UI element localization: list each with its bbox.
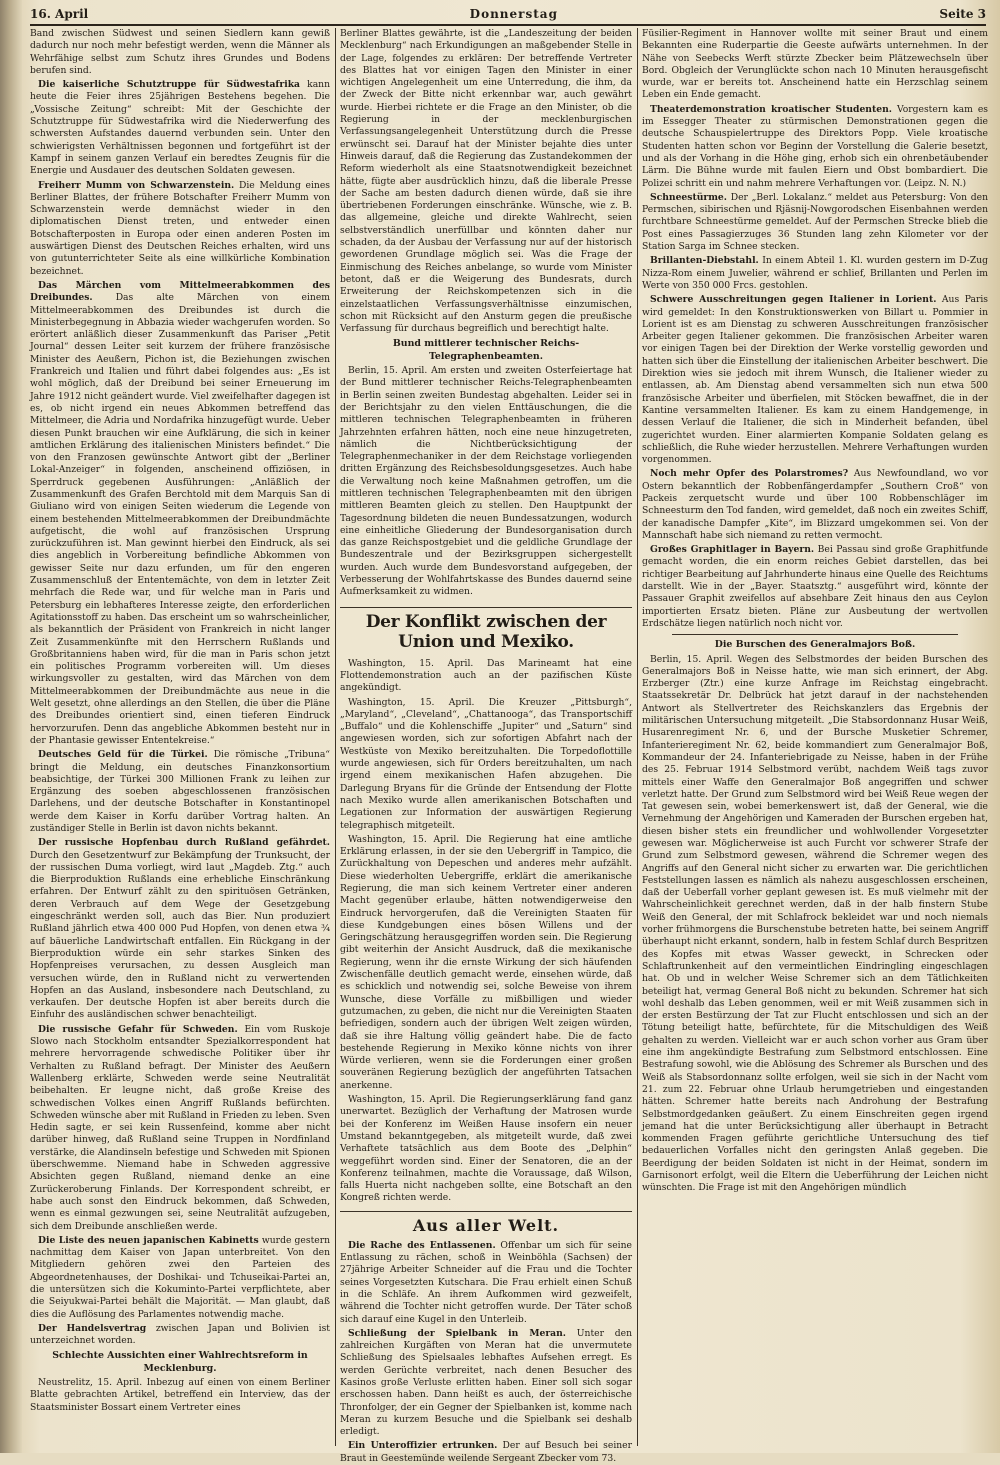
article-heading: Schneestürme. <box>650 191 727 203</box>
article-heading: Schließung der Spielbank in Meran. <box>348 1327 567 1339</box>
article-hopfenbau <box>30 837 330 1021</box>
article-heading: Großes Graphitlager in Bayern. <box>650 544 815 556</box>
article-body: Bei Passau sind große Graphitfunde gemacht worden, die ein enorm reiches Gebiet darstellen, das bei richtiger Bearbeitung auf Jahrhunderte hinaus eine Quelle des Reichtums darstellt. Wie in der „Bayer. Staatsztg.“ ausgeführt wird, könnte der Passauer Graphit zweifellos auf absehbare Zeit hinaus den aus Ceylon importierten Ersatz bieten. Pläne zur Ausbeutung der wertvollen Erdschätze liegen natürlich noch nicht vor. <box>642 544 989 629</box>
header-date: 16. April <box>30 7 89 21</box>
column-divider <box>637 28 638 1446</box>
article-body: Der auf Besuch bei seiner Braut in Geestemünde weilende Sergeant Zbecker vom 73. <box>340 1440 633 1464</box>
article-heading: Theaterdemonstration kroatischer Studenten. <box>650 103 892 115</box>
column-3 <box>642 28 988 1446</box>
article-burschen: Berlin, 15. April. Wegen des Selbstmordes der beiden Burschen des Generalmajors Boß in Neisse hatte, wie man sich erinnert, der Abg. Erzberger (Ztr.) eine kurze Anfrage im Reichstag eingebracht. Staatssekretär Dr. Delbrück hat jetzt darauf in der nachstehenden Antwort als Stellvertreter des Reichskanzlers das Ergebnis der militärischen Untersuchung mitgeteilt. „Die Stabsordonnanz Husar Weiß, Husarenregiment Nr. 6, und der Bursche Musketier Schremer, Infanterieregiment Nr. 62, beide kommandiert zum Generalmajor Boß, Kommandeur der 24. Infanteriebrigade zu Neisse, haben in der Frühe des 25. Februar 1914 Selbstmord verübt, nachdem Weiß tags zuvor mittels einer Waffe den Generalmajor Boß angegriffen und schwer verletzt hatte. Der Grund zum Selbstmord wird bei Weiß Reue wegen der Tat gewesen sein, wobei bemerkenswert ist, daß der General, wie die Vernehmung der Angehörigen und Kameraden der Burschen ergeben hat, diesen bisher stets ein freundlicher und wohlwollender Vorgesetzter gewesen war. Möglicherweise ist auch Furcht vor schwerer Strafe der Grund zum Selbstmord gewesen, während die Schremer wegen des Angriffs auf den General nicht sicher zu erwarten war. Die gerichtlichen Feststellungen lassen es nämlich als nahezu ausgeschlossen erscheinen, daß der Ueberfall vorher geplant gewesen ist. Es muß vielmehr mit der Wahrscheinlichkeit gerechnet werden, daß in der halb finstern Stube Weiß den General, der mit Schlafrock bekleidet war und noch niemals vorher frühmorgens die Burschenstube betreten hatte, bei seinem Angriff überhaupt nicht erkannt, sondern, halb in festem Schlaf durch Bespritzen des Kopfes mit etwas Wasser geweckt, in Schrecken oder Schlaftrunkenheit auf den vermeintlichen Eindringling eingeschlagen hat. Ob und in welcher Weise Schremer sich an dem Tätlichkeiten beteiligt hat, vermag General Boß nicht zu bekunden. Schremer hat sich wohl deshalb das Leben genommen, weil er mit Weiß zusammen sich in der ersten Bestürzung der Tat zur Flucht entschlossen und sich an der Tötung beteiligt hatte, befürchtete, für die Mitschuldigen des Weiß gehalten zu werden. Vielleicht war er auch schon vorher aus Gram über eine ihm angekündigte Bestrafung zum Selbstmord entschlossen. Eine Bestrafung sowohl, wie die Ablösung des Schremer als Burschen und des Weiß als Stabsordonnanz sollte erfolgen, weil sie sich in der Nacht vom 21. zum 22. Februar ohne Urlaub herumgetrieben und eingestanden hätten. Schremer hatte bereits nach Androhung der Bestrafung Selbstmordgedanken geäußert. Zu einem Einschreiten gegen irgend jemand hat die unter Berücksichtigung aller überhaupt in Betracht kommenden Fragen geführte gerichtliche Untersuchung des tief bedauerlichen Vorfalles nicht den geringsten Anlaß gegeben. Die Beerdigung der beiden Soldaten ist nicht in der Heimat, sondern im Garnisonort erfolgt, weil die Eltern die Ueberführung der Leichen nicht wünschten. Die Frage ist mit den Angehörigen mündlich <box>642 653 988 1194</box>
article-lorient <box>642 294 988 466</box>
article-body: kann heute die Feier ihres 25jährigen Bestehens begehen. Die „Vossische Zeitung“ schreibt: Mit der Geschichte der Schutztruppe für Südwestafrika wird die Niederwerfung des schwersten Aufstandes dauernd verbunden sein. Unter den schwierigsten Verhältnissen begonnen und fortgeführt ist der Kampf in seinem ganzen Verlauf ein beredtes Zeugnis für die Energie und Ausdauer des deutschen Soldaten gewesen. <box>30 79 331 177</box>
article-schweden <box>30 1024 330 1233</box>
article-heading-telegraphen: Bund mittlerer technischer Reichs-Telegraphenbeamten. <box>392 338 580 362</box>
dispatch-washington-2: Washington, 15. April. Die Kreuzer „Pittsburgh“, „Maryland“, „Cleveland“, „Chattanooga“, das Transportschiff „Buffalo“ und die Kohlenschiffe „Jupiter“ und „Saturn“ sind angewiesen worden, sich zur sofortigen Abfahrt nach der Westküste von Mexiko bereitzuhalten. Die Torpedoflottille wurde angewiesen, sich für Orders bereitzuhalten, um nach irgend einem mexikanischen Hafen abzugehen. Die Darlegung Bryans für die Gründe der Entsendung der Flotte nach Mexiko wurde allen amerikanischen Botschaften und Legationen zur Information der auswärtigen Regierung telegraphisch mitgeteilt. <box>340 696 632 831</box>
article-body: In einem Abteil 1. Kl. wurden gestern im D-Zug Nizza-Rom einem Juwelier, während er schlief, Brillanten und Perlen im Werte von 350 000 Frcs. gestohlen. <box>642 255 989 291</box>
article-heading: Der Handelsvertrag <box>38 1322 147 1334</box>
header-page-number: Seite 3 <box>939 7 986 21</box>
article-heading-mecklenburg: Schlechte Aussichten einer Wahlrechtsreform in Mecklenburg. <box>52 1350 308 1374</box>
article-body: zwischen Japan und Bolivien ist unterzeichnet worden. <box>30 1322 330 1347</box>
section-title-aus-aller-welt: Aus aller Welt. <box>340 1211 632 1236</box>
article-spielbank <box>340 1328 632 1439</box>
article-heading: Der russische Hopfenbau durch Rußland gefährdet. <box>38 837 330 849</box>
article-heading: Die Liste des neuen japanischen Kabinetts <box>38 1234 259 1246</box>
header-rule <box>30 24 986 26</box>
article-heading: Die russische Gefahr für Schweden. <box>38 1023 238 1035</box>
article-body: wurde gestern nachmittag dem Kaiser von Japan unterbreitet. Von den Mitgliedern gehören zwei den Parteien des Abgeordnetenhauses, der Doshikai- und Tchuseikai-Partei an, die untersützen sich die Kokuminto-Partei verpflichtete, aber die Seiyukwai-Partei behält die Majorität. — Man glaubt, daß dies die Auflösung des Parlamentes notwendig mache. <box>30 1234 331 1320</box>
article-japan <box>30 1235 330 1321</box>
article-dreibund <box>30 280 330 747</box>
article-heading: Schwere Ausschreitungen gegen Italiener in Lorient. <box>650 294 937 306</box>
article-heading: Die kaiserliche Schutztruppe für Südwestafrika <box>38 79 301 91</box>
article-body: Die römische „Tribuna“ bringt die Meldung, ein deutsches Finanzkonsortium beabsichtige, der Türkei 300 Millionen Frank zu leihen zur Ergänzung des soeben abgeschlossenen französischen Darlehens, und der deutsche Botschafter in Konstantinopel werde dem Kaiser in Korfu darüber Vortrag halten. An zuständiger Stelle in Berlin ist davon nichts bekannt. <box>30 749 330 834</box>
article-continuation: Band zwischen Südwest und seinen Siedlern kann gewiß dadurch nur noch mehr befestigt werden, wenn die Männer als Wehrfähige selbst zum Schutz ihres Grundes und Bodens berufen sind. <box>30 28 330 76</box>
article-heading: Deutsches Geld für die Türkei. <box>38 749 208 761</box>
article-heading-burschen: Die Burschen des Generalmajors Boß. <box>714 639 916 651</box>
article-schneestuerme <box>642 192 988 253</box>
article-polarstrom <box>642 468 988 542</box>
section-divider <box>672 634 958 635</box>
article-continuation: Füsilier-Regiment in Hannover wollte mit seiner Braut und einem Bekannten eine Ruderpartie die Geeste aufwärts unternehmen. In der Nähe von Seebecks Werft stürzte Zbecker beim Plätzewechseln über Bord. Obgleich der Verunglückte schon nach 10 Minuten herausgefischt wurde, war er bereits tot. Anscheinend hatte ein Herzschlag seinem Leben ein Ende gemacht. <box>642 28 988 101</box>
article-continuation: Berliner Blattes gewährte, ist die „Landeszeitung der beiden Mecklenburg“ nach Erkundigungen an maßgebender Stelle in der Lage, folgendes zu erklären: Der betreffende Vertreter des Blattes hat vor einigen Tagen den Minister in einer wichtigen Angelegenheit um eine Unterredung, die ihm, da der Zweck der Bitte nicht erkennbar war, auch gewährt wurde. Hierbei richtete er die Frage an den Minister, ob die Regierung in der mecklenburgischen Verfassungsangelegenheit Unterstützung durch die Presse erwünscht sei. Darauf hat der Minister bejahte dies unter Hinweis darauf, daß die Regierung das Zustandekommen der Reform wiederholt als eine Staatsnotwendigkeit bezeichnet hätte, fügte aber ausdrücklich hinzu, daß die liberale Presse der Sache am besten dadurch dienen würde, daß sie ihre übertriebenen Forderungen einschränke. Wünsche, wie z. B. das allgemeine, gleiche und direkte Wahlrecht, seien selbstverständlich unerfüllbar und könnten daher nur schaden, da der Ausbau der Verfassung nur auf der historisch gewordenen Grundlage möglich sei. Was die Frage der Einmischung des Reiches anbelange, so wurde vom Minister betont, daß er die Weigerung des Bundesrats, durch Erweiterung der Reichskompetenzen sich in die einzelstaatlichen Verfassungsverhältnisse einzumischen, schon mit Rücksicht auf den Ansturm gegen die preußische Verfassung für durchaus begreiflich und berechtigt halte. <box>340 28 632 335</box>
article-body: Der „Berl. Lokalanz.“ meldet aus Petersburg: Von den Permschen, sibirischen und Rjäsnij-Nowgorodschen Eisenbahnen werden furchtbare Schneestürme gemeldet. Auf der Permschen Strecke blieb die Post eines Passagierzuges 36 Stunden lang zehn Kilometer vor der Station Sarga im Schnee stecken. <box>642 191 988 253</box>
article-unteroffizier <box>340 1440 632 1465</box>
article-brillanten <box>642 255 988 292</box>
header-weekday: Donnerstag <box>469 7 558 21</box>
article-heading: Freiherr Mumm von Schwarzenstein. <box>38 179 235 191</box>
article-body: Offenbar um sich für seine Entlassung zu rächen, schoß in Weinböhla (Sachsen) der 27jährige Arbeiter Schneider auf die Frau und die Tochter seines Vorgesetzten Kutschara. Die Frau erhielt einen Schuß in die Schläfe. An ihrem Aufkommen wird gezweifelt, während die Tochter nicht getroffen wurde. Der Täter schoß sich darauf eine Kugel in den Unterleib. <box>340 1239 632 1325</box>
dispatch-washington-4: Washington, 15. April. Die Regierungserklärung fand ganz unerwartet. Bezüglich der Verhaftung der Matrosen wurde bei der Konferenz im Weißen Hause insofern ein neuer Umstand bekanntgegeben, als mitgeteilt wurde, daß zwei Verhaftete tatsächlich aus dem Boote des „Delphin“ weggeführt worden sind. Einer der Senatoren, die an der Konferenz teilnahmen, machte die Voraussage, daß Wilson, falls Huerta nicht nachgeben sollte, eine Botschaft an den Kongreß richten werde. <box>340 1094 632 1204</box>
column-1 <box>30 28 330 1446</box>
article-body: Durch den Gesetzentwurf zur Bekämpfung der Trunksucht, der der russischen Duma vorliegt, wird laut „Magdeb. Ztg.“ auch die Bierproduktion Rußlands eine erhebliche Einschränkung erfahren. Der Entwurf zählt zu den spirituösen Getränken, deren Verbrauch auf dem Wege der Gesetzgebung eingeschränkt werden soll, auch das Bier. Nun produziert Rußland jährlich etwa 400 000 Pud Hopfen, von denen etwa ¾ auf bäuerliche Landwirtschaft entfallen. Ein Rückgang in der Bierproduktion würde ein sehr starkes Sinken des Hopfenpreises verursachen, zu dessen Ausgleich man versuchen würde, den in Rußland nicht zu verwertenden Hopfen an das Ausland, insbesondere nach Deutschland, zu verkaufen. Der deutsche Hopfen ist aber bereits durch die Einfuhr des ausländischen schwer benachteiligt. <box>30 849 330 1021</box>
page-header <box>30 4 986 24</box>
article-tuerkei <box>30 749 330 835</box>
section-title-mexiko: Der Konflikt zwischen der Union und Mexiko. <box>340 607 632 652</box>
article-mecklenburg: Neustrelitz, 15. April. Inbezug auf einen von einem Berliner Blatte gebrachten Artikel, betreffend ein Interview, das der Staatsminister Bossart einem Vertreter eines <box>30 1377 330 1413</box>
article-telegraphen: Berlin, 15. April. Am ersten und zweiten Osterfeiertage hat der Bund mittlerer technischer Reichs-Telegraphenbeamten in Berlin seinen zweiten Bundestag abgehalten. Leider sei in der Berichtsjahr zu den vielen Enttäuschungen, die die mittleren technischen Telegraphenbeamten in früheren Jahrzehnten erfahren hätten, noch eine neue hinzugetreten, nämlich die Nichtberücksichtigung der Telegraphenmechaniker in der dem Reichstage vorliegenden dritten Ergänzung des Reichsbesoldungsgesetzes. Auch habe die Verwaltung noch keine Maßnahmen getroffen, um die mittleren technischen Telegraphenbeamten mit den übrigen mittleren Beamten gleich zu stellen. Den Hauptpunkt der Tagesordnung bildeten die neuen Bundessatzungen, wodurch eine einheitliche Gliederung der Bundesorganisation durch das ganze Reichspostgebiet und die geldliche Grundlage der Bundeszentrale und der Bezirksgruppen sichergestellt wurden. Auch wurde dem Bundesvorstand aufgegeben, der Verbesserung der Wohlfahrtskasse des Bundes dauernd seine Aufmerksamkeit zu widmen. <box>340 365 632 598</box>
article-body: Unter den zahlreichen Kurgäften von Meran hat die unvermutete Schließung des Spielsaales lebhaftes Aufsehen erregt. Es werden Gerüchte verbreitet, nach denen Besucher des Kasinos große Verluste erlitten haben. Einer soll sich sogar erschossen haben. Dann heißt es auch, der österreichische Thronfolger, der ein Gegner der Spielbanken ist, komme nach Meran zu kurzem Besuche und die Spielbank sei deshalb erledigt. <box>340 1327 632 1438</box>
article-body: Aus Paris wird gemeldet: In den Konstruktionswerken von Billart u. Pommier in Lorient ist es am Dienstag zu schweren Ausschreitungen französischer Arbeiter gegen Italiener gekommen. Die französischen Arbeiter waren vor einigen Tagen bei der Direktion der Werke vorstellig geworden und hatten sich über die Einstellung der italienischen Arbeiter beschwert. Die Direktion wies sie jedoch mit ihrem Wunsch, die Italiener wieder zu entlassen, ab. Am Dienstag abend versammelten sich nun etwa 500 französische Arbeiter und überfielen, mit Stöcken bewaffnet, die in der Kantine versammelten Italiener. Es kam zu einem Handgemenge, in dessen Verlauf die Italiener, die sich in Minderheit befanden, übel zugerichtet wurden. Einer alarmierten Kompanie Soldaten gelang es schließlich, die Ruhe wieder herzustellen. Mehrere Verhaftungen wurden vorgenommen. <box>642 294 988 466</box>
article-rache <box>340 1240 632 1326</box>
article-schutztruppe <box>30 79 330 177</box>
article-heading: Brillanten-Diebstahl. <box>650 255 759 267</box>
dispatch-washington-1: Washington, 15. April. Das Marineamt hat eine Flottendemonstration auch an der pazifischen Küste angekündigt. <box>340 657 632 694</box>
article-mumm <box>30 180 330 278</box>
article-body: Aus Newfoundland, wo vor Ostern bekanntlich der Robbenfängerdampfer „Southern Croß“ von Packeis zerquetscht wurde und über 100 Robbenschläger im Schneesturm den Tod fanden, wird gemeldet, daß noch ein zweites Schiff, der kanadische Dampfer „Kite“, im Blizzard umgekommen sei. Von der Mannschaft habe sich niemand zu retten vermocht. <box>642 468 988 541</box>
dispatch-washington-3: Washington, 15. April. Die Regierung hat eine amtliche Erklärung erlassen, in der sie den Uebergriff in Tampico, die Zurückhaltung von Depeschen und anderes mehr aufzählt. Diese wiederholten Uebergriffe, erklärt die amerikanische Regierung, die man sich keinem Vertreter einer anderen Macht gegenüber erlaube, hätten notwendigerweise den Eindruck hervorgerufen, daß die Vereinigten Staaten für diese Kundgebungen eines bösen Willens und der Geringschätzung herausgegriffen worden sein. Die Regierung gibt weiterhin der Ansicht Ausdruck, daß die mexikanische Regierung, wenn ihr die ernste Wirkung der sich häufenden Zwischenfälle deutlich gemacht werde, einsehen würde, daß es schicklich und notwendig sei, solche Beweise von ihrem Wunsche, diese Vorfälle zu mißbilligen und wieder gutzumachen, zu geben, die nicht nur die Vereinigten Staaten befriedigen, sondern auch der übrigen Welt zeigen würden, daß sie ihre Haltung völlig geändert habe. Die de facto bestehende Regierung in Mexiko könne nichts von ihrer Würde verlieren, wenn sie die Forderungen einer großen souveränen Regierung bezüglich der angeführten Tatsachen anerkenne. <box>340 833 632 1091</box>
article-body: Ein vom Ruskoje Slowo nach Stockholm entsandter Spezialkorrespondent hat mehrere hervorragende schwedische Politiker über ihr Verhalten zu Rußland befragt. Der Minister des Aeußern Wallenberg erklärte, Schweden werde seine Neutralität beibehalten. Er leugne nicht, daß große Kreise des schwedischen Volkes einen Angriff Rußlands befürchten. Schweden wünsche aber mit Rußland in Frieden zu leben. Sven Hedin sagte, er sei kein Russenfeind, komme aber nicht darüber hinweg, daß Rußland seine Truppen in Nordfinland verstärke, die Alandinseln befestige und Schweden mit Spionen überschwemme. Niemand habe in Schweden aggressive Absichten gegen Rußland, niemand denke an eine Zurückeroberung Finlands. Der Korrespondent schreibt, er habe auch sonst den Eindruck bekommen, daß Schweden, wenn es einmal gezwungen sei, seine Neutralität aufzugeben, sich dem Dreibunde anschließen werde. <box>30 1023 330 1232</box>
binding-gutter <box>0 0 22 1453</box>
article-body: Die Meldung eines Berliner Blattes, der frühere Botschafter Freiherr Mumm von Schwarzenstein werde demnächst wieder in den diplomatischen Dienst treten, und entweder einen Botschafterposten in Europa oder einen anderen Posten im auswärtigen Dienst des Deutschen Reiches erhalten, wird uns von gutunterrichteter Seite als eine willkürliche Kombination bezeichnet. <box>30 179 331 277</box>
article-heading: Noch mehr Opfer des Polarstromes? <box>650 468 849 480</box>
article-handelsvertrag <box>30 1323 330 1348</box>
article-body: Vorgestern kam es im Essegger Theater zu stürmischen Demonstrationen gegen die deutsche Schauspielertruppe des Direktors Popp. Viele kroatische Studenten hatten schon vor Beginn der Vorstellung die Galerie besetzt, und als der Vorhang in die Höhe ging, erhob sich ein ohrenbetäubender Lärm. Die Bühne wurde mit faulen Eiern und Obst bombardiert. Die Polizei schritt ein und nahm mehrere Verhaftungen vor. (Leipz. N. N.) <box>642 103 988 189</box>
column-2 <box>340 28 633 1464</box>
article-body: Das alte Märchen von einem Mittelmeerabkommen des Dreibundes ist durch die Ministerbegegnung in Abbazia wieder wachgerufen worden. So erörtert anläßlich dieser Zusammenkunft das Pariser „Petit Journal“ dessen Leiter seit kurzem der frühere französische Minister des Aeußern, Pichon ist, die Beziehungen zwischen Frankreich und Italien und führt dabei folgendes aus: „Es ist wohl möglich, daß der Dreibund bei seiner Erneuerung im Jahre 1912 nicht geändert wurde. Viel zweifelhafter dagegen ist es, ob nicht irgend ein neues Abkommen betreffend das Mittelmeer, die Adria und Nordafrika hinzugefügt wurde. Ueber diesen Punkt brauchen wir eine Aufklärung, die sich in keiner amtlichen Erklärung des italienischen Ministers befindet.“ Die von den Franzosen gewünschte Antwort gibt der „Berliner Lokal-Anzeiger“ in folgenden, anscheinend offiziösen, in Sperrdruck gegebenen Ausführungen: „Anläßlich der Zusammenkunft des Grafen Berchtold mit dem Marquis San di Giuliano wird von einigen Seiten wiederum die Legende von einem bestehenden Mittelmeerabkommen der Dreibundmächte aufgetischt, die wohl auf französischen Ursprung zurückzuführen ist. Man gewinnt hierbei den Eindruck, als sei dies angeblich in Vorbereitung befindliche Abkommen von gewisser Seite nur dazu erfunden, um für den engeren Zusammenschluß der Ententemächte, von dem in letzter Zeit mehrfach die Rede war, und für welche man in Paris und Petersburg ein lebhafteres Interesse zeigte, den erforderlichen Agitationsstoff zu haben. Das erscheint um so wahrscheinlicher, als bekanntlich der Präsident von Frankreich in nicht langer Zeit Zusammenkünfte mit den Herrschern Rußlands und Großbritanniens haben wird, für die man in Paris schon jetzt ein politisches Programm vorbereiten will. Um dieses wirkungsvoller zu gestalten, wird das Märchen von dem Mittelmeerabkommen der Dreibundmächte aus neue in die Welt gesetzt, ohne allerdings an den Stellen, die über die Pläne des Dreibundes orientiert sind, einen tieferen Eindruck hervorzurufen. Denn das angebliche Abkommen besteht nur in der Phantasie gewisser Ententekreise.“ <box>30 292 331 746</box>
column-divider <box>335 28 336 1446</box>
article-heading: Ein Unteroffizier ertrunken. <box>348 1440 498 1452</box>
article-heading: Das Märchen vom Mittelmeerabkommen des Dreibundes. <box>30 279 330 304</box>
article-graphit <box>642 544 988 630</box>
article-theater <box>642 104 988 190</box>
article-heading: Die Rache des Entlassenen. <box>348 1239 496 1251</box>
